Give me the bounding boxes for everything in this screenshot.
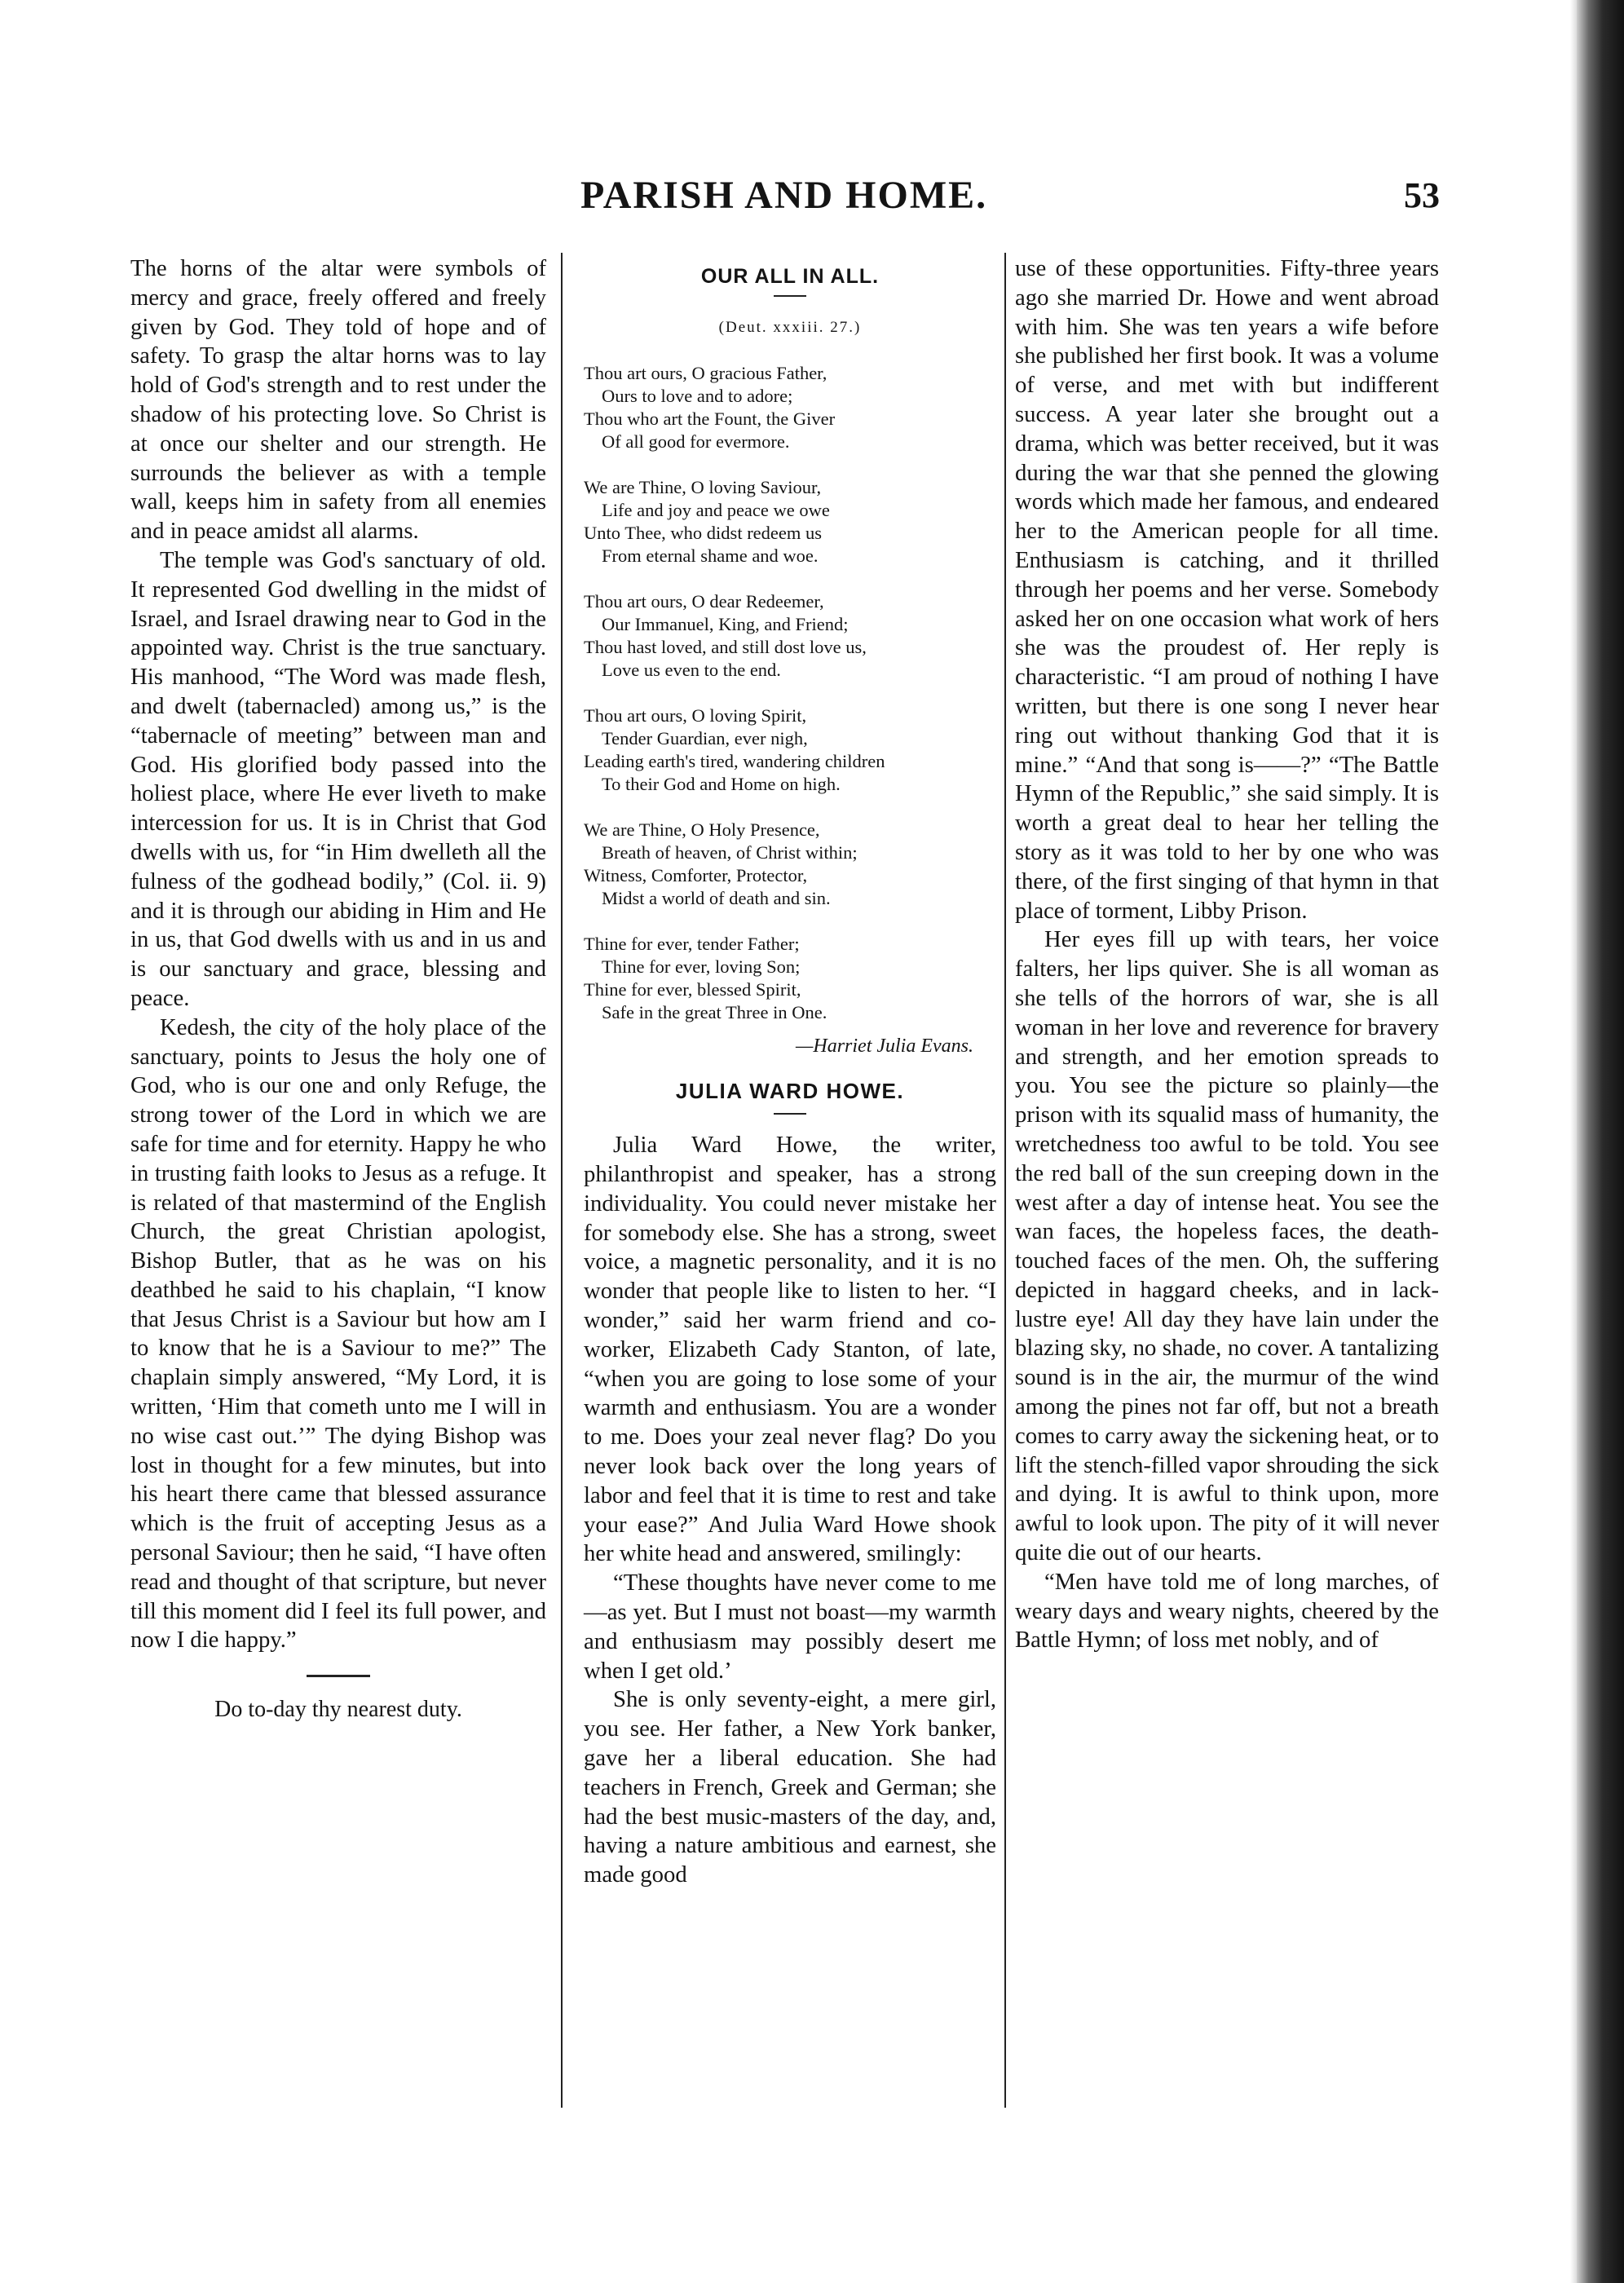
poem-stanza	[584, 476, 996, 567]
poem-line: Thou art ours, O dear Redeemer,	[584, 590, 824, 612]
article-title: JULIA WARD HOWE.	[675, 1079, 905, 1104]
poem-line: Ours to love and to adore;	[602, 385, 793, 406]
poem-line: Thine for ever, blessed Spirit,	[584, 978, 801, 1000]
separator-rule	[307, 1675, 370, 1677]
title-rule	[774, 1113, 806, 1115]
poem-line: We are Thine, O Holy Presence,	[584, 819, 820, 840]
poem-line: Tender Guardian, ever nigh,	[602, 727, 808, 748]
title-rule	[774, 295, 806, 297]
page-number: 53	[1404, 175, 1440, 215]
left-column	[130, 254, 546, 1724]
poem-line: From eternal shame and woe.	[602, 545, 819, 566]
motto: Do to-day thy nearest duty.	[214, 1697, 462, 1723]
poem-line: Life and joy and peace we owe	[602, 499, 830, 520]
running-title: PARISH AND HOME.	[580, 174, 988, 217]
poem-line: Of all good for evermore.	[602, 431, 790, 452]
middle-column	[584, 254, 996, 1890]
poem-stanza	[584, 590, 996, 682]
poem-line: We are Thine, O loving Saviour,	[584, 476, 822, 497]
poem-line: Witness, Comforter, Protector,	[584, 864, 808, 885]
column-rule-right	[1004, 253, 1006, 2108]
column-rule-left	[561, 253, 563, 2108]
paragraph: Kedesh, the city of the holy place of the sanctuary, points to Jesus the holy one of God, who is our one and only Refuge, the strong tower of the Lord in which we are safe for time and for eternity. Happy he who in trusting faith looks to Jesus as a refuge. It is related of that mastermind of the English Church, the great Christian apologist, Bishop Butler, that as he was on his deathbed he said to his chaplain, “I know that Jesus Christ is a Saviour but how am I to know that he is a Saviour to me?” The chaplain simply answered, “My Lord, it is written, ‘Him that cometh unto me I will in no wise cast out.’” The dying Bishop was lost in thought for a few minutes, but into his heart there came that blessed assurance which is the fruit of accepting Jesus as a personal Saviour; then he said, “I have often read and thought of that scripture, but never till this moment did I feel its full power, and now I die happy.”	[130, 1013, 546, 1654]
poem-line: Thine for ever, tender Father;	[584, 933, 800, 954]
paragraph: She is only seventy-eight, a mere girl, you see. Her father, a New York banker, gave her a liberal education. She had teachers in French, Greek and German; she had the best music-masters of the day, and, having a nature ambitious and earnest, she made good	[584, 1686, 996, 1888]
poem-line: Midst a world of death and sin.	[602, 887, 831, 908]
poem-stanza	[584, 362, 996, 453]
poem-line: Leading earth's tired, wandering children	[584, 750, 885, 771]
poem-line: Breath of heaven, of Christ within;	[602, 841, 858, 863]
poem-line: Thou art ours, O loving Spirit,	[584, 704, 807, 726]
poem-stanza	[584, 819, 996, 910]
poem-line: Safe in the great Three in One.	[602, 1001, 827, 1022]
poem-line: Thou hast loved, and still dost love us,	[584, 636, 867, 657]
paragraph: The horns of the altar were symbols of mercy and grace, freely offered and freely given by God. They told of hope and of safety. To grasp the altar horns was to lay hold of God's strength and to rest under the shadow of his protecting love. So Christ is at once our shelter and our strength. He surrounds the believer as with a temple wall, keeps him in safety from all enemies and in peace amidst all alarms.	[130, 255, 546, 545]
book-binding	[1577, 0, 1624, 2283]
poem-author: —Harriet Julia Evans.	[796, 1035, 973, 1057]
poem-line: Thine for ever, loving Son;	[602, 956, 801, 977]
page-header	[0, 173, 1549, 230]
paragraph: Her eyes fill up with tears, her voice falters, her lips quiver. She is all woman as she tells of the horrors of war, she is all woman in her love and reverence for bravery and strength, and her emotion spreads to you. You see the picture so plainly—the prison with its squalid mass of humanity, the wretchedness too awful to be told. You see the red ball of the sun creeping down in the west after a day of intense heat. You see the wan faces, the hopeless faces, the death-touched faces of the men. Oh, the suffering depicted in haggard cheeks, and in lack-lustre eye! All day they have lain under the blazing sky, no shade, no cover. A tantalizing sound is in the air, the murmur of the wind among the pines not far off, but not a breath comes to carry away the sickening heat, or to lift the stench-filled vapor shrouding the sick and dying. It is awful to think upon, more awful to look upon. The pity of it will never quite die out of our hearts.	[1015, 926, 1439, 1566]
paragraph: “Men have told me of long marches, of weary days and weary nights, cheered by the Battle Hymn; of loss met nobly, and of	[1015, 1568, 1439, 1654]
paragraph: use of these opportunities. Fifty-three years ago she married Dr. Howe and went abroad with him. She was ten years a wife before she published her first book. It was a volume of verse, and met with but indifferent success. A year later she brought out a drama, which was better received, but it was during the war that she penned the glowing words which made her famous, and endeared her to the American people for all time. Enthusiasm is catching, and it thrilled through her poems and her verse. Somebody asked her on one occasion what work of hers she was the proudest of. Her reply is characteristic. “I am proud of nothing I have written, but there is one song I never hear ring out without thanking God that it is mine.” “And that song is——?” “The Battle Hymn of the Republic,” she said simply. It is worth a great deal to hear her telling the story as it was told to her by one who was there, of the first singing of that hymn in that place of torment, Libby Prison.	[1015, 255, 1439, 924]
poem-line: Our Immanuel, King, and Friend;	[602, 613, 849, 634]
paragraph: The temple was God's sanctuary of old. It represented God dwelling in the midst of Israel, and Israel drawing near to God in the appointed way. Christ is the true sanctuary. His manhood, “The Word was made flesh, and dwelt (tabernacled) among us,” is the “tabernacle of meeting” between man and God. His glorified body passed into the holiest place, where He ever liveth to make intercession for us. It is in Christ that God dwells with us, for “in Him dwelleth all the fulness of the godhead bodily,” (Col. ii. 9) and it is through our abiding in Him and He in us, that God dwells with us and in us and is our sanctuary and grace, blessing and peace.	[130, 546, 546, 1011]
poem-title: OUR ALL IN ALL.	[700, 265, 880, 288]
poem-stanza	[584, 704, 996, 796]
right-column	[1015, 254, 1439, 1655]
poem-line: To their God and Home on high.	[602, 773, 841, 794]
paragraph: “These thoughts have never come to me—as yet. But I must not boast—my warmth and enthusiasm may possibly desert me when I get old.’	[584, 1570, 996, 1684]
poem-line: Unto Thee, who didst redeem us	[584, 522, 823, 543]
paragraph: Julia Ward Howe, the writer, philanthropist and speaker, has a strong individuality. You could never mistake her for somebody else. She has a strong, sweet voice, a magnetic personality, and it is no wonder that people like to listen to her. “I wonder,” said her warm friend and co-worker, Elizabeth Cady Stanton, of late, “when you are going to lose some of your warmth and enthusiasm. You are a wonder to me. Does your zeal never flag? Do you never look back over the long years of labor and feel that it is time to rest and take your ease?” And Julia Ward Howe shook her white head and answered, smilingly:	[584, 1132, 996, 1567]
poem-line: Thou art ours, O gracious Father,	[584, 362, 827, 383]
poem-line: Thou who art the Fount, the Giver	[584, 408, 836, 429]
poem-reference: (Deut. xxxiii. 27.)	[718, 318, 862, 336]
page-edge	[1570, 0, 1577, 2283]
poem-line: Love us even to the end.	[602, 659, 781, 680]
poem-stanza	[584, 933, 996, 1024]
